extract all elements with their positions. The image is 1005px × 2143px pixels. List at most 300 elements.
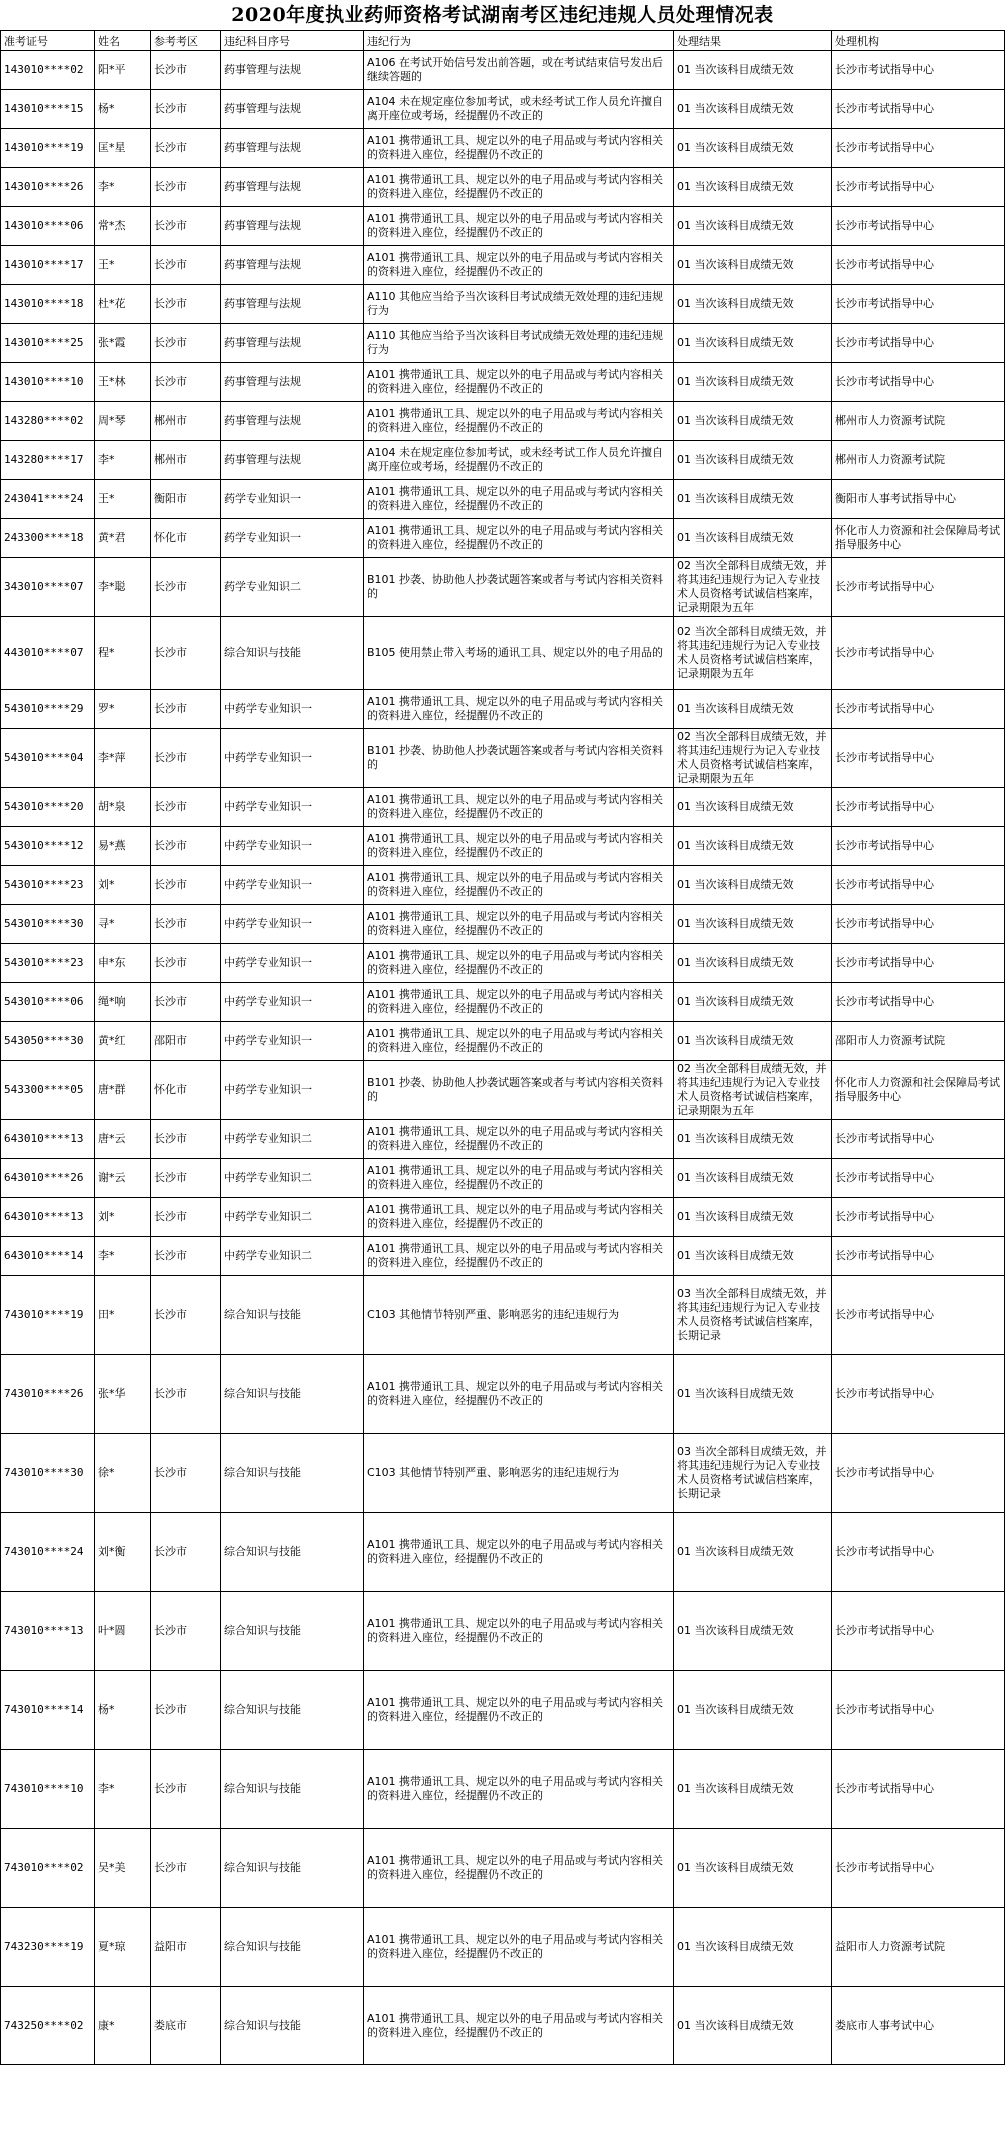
row-org: 长沙市考试指导中心 xyxy=(832,558,1005,617)
violations-table xyxy=(0,30,1005,2065)
row-org: 长沙市考试指导中心 xyxy=(832,1159,1005,1198)
row-violation: A110 其他应当给予当次该科目考试成绩无效处理的违纪违规行为 xyxy=(364,324,674,363)
row-id: 543010****29 xyxy=(1,690,95,729)
table-row xyxy=(1,983,1005,1022)
row-subject: 中药学专业知识一 xyxy=(221,1061,364,1120)
header-result: 处理结果 xyxy=(674,31,832,51)
row-subject: 中药学专业知识二 xyxy=(221,1237,364,1276)
row-area: 长沙市 xyxy=(151,1750,221,1829)
table-row xyxy=(1,441,1005,480)
row-violation: A104 未在规定座位参加考试，或未经考试工作人员允许擅自离开座位或考场，经提醒仍不改正的 xyxy=(364,90,674,129)
row-id: 743230****19 xyxy=(1,1908,95,1987)
row-area: 长沙市 xyxy=(151,246,221,285)
row-subject: 综合知识与技能 xyxy=(221,1592,364,1671)
row-id: 643010****13 xyxy=(1,1120,95,1159)
table-row xyxy=(1,363,1005,402)
row-org: 郴州市人力资源考试院 xyxy=(832,402,1005,441)
row-subject: 药事管理与法规 xyxy=(221,129,364,168)
row-violation: C103 其他情节特别严重、影响恶劣的违纪违规行为 xyxy=(364,1434,674,1513)
row-org: 郴州市人力资源考试院 xyxy=(832,441,1005,480)
row-org: 长沙市考试指导中心 xyxy=(832,1237,1005,1276)
row-subject: 药事管理与法规 xyxy=(221,324,364,363)
row-name: 李*萍 xyxy=(95,729,151,788)
row-name: 谢*云 xyxy=(95,1159,151,1198)
row-violation: A101 携带通讯工具、规定以外的电子用品或与考试内容相关的资料进入座位，经提醒仍不改正的 xyxy=(364,1022,674,1061)
row-result: 02 当次全部科目成绩无效，并将其违纪违规行为记入专业技术人员资格考试诚信档案库，记录期限为五年 xyxy=(674,558,832,617)
row-id: 543010****12 xyxy=(1,827,95,866)
table-row xyxy=(1,90,1005,129)
row-id: 643010****26 xyxy=(1,1159,95,1198)
row-result: 01 当次该科目成绩无效 xyxy=(674,1671,832,1750)
row-area: 怀化市 xyxy=(151,519,221,558)
row-org: 长沙市考试指导中心 xyxy=(832,1276,1005,1355)
row-id: 743010****14 xyxy=(1,1671,95,1750)
row-area: 衡阳市 xyxy=(151,480,221,519)
row-org: 长沙市考试指导中心 xyxy=(832,944,1005,983)
row-id: 543010****04 xyxy=(1,729,95,788)
row-subject: 综合知识与技能 xyxy=(221,617,364,690)
row-name: 申*东 xyxy=(95,944,151,983)
table-row xyxy=(1,905,1005,944)
row-violation: A101 携带通讯工具、规定以外的电子用品或与考试内容相关的资料进入座位，经提醒仍不改正的 xyxy=(364,690,674,729)
row-violation: A101 携带通讯工具、规定以外的电子用品或与考试内容相关的资料进入座位，经提醒仍不改正的 xyxy=(364,983,674,1022)
row-violation: A106 在考试开始信号发出前答题，或在考试结束信号发出后继续答题的 xyxy=(364,51,674,90)
row-name: 李* xyxy=(95,168,151,207)
row-result: 01 当次该科目成绩无效 xyxy=(674,827,832,866)
row-area: 长沙市 xyxy=(151,788,221,827)
row-name: 王* xyxy=(95,480,151,519)
row-area: 长沙市 xyxy=(151,1355,221,1434)
row-subject: 综合知识与技能 xyxy=(221,1671,364,1750)
row-subject: 中药学专业知识一 xyxy=(221,1022,364,1061)
row-area: 长沙市 xyxy=(151,944,221,983)
row-id: 143010****15 xyxy=(1,90,95,129)
row-violation: A101 携带通讯工具、规定以外的电子用品或与考试内容相关的资料进入座位，经提醒仍不改正的 xyxy=(364,246,674,285)
row-result: 01 当次该科目成绩无效 xyxy=(674,168,832,207)
row-result: 01 当次该科目成绩无效 xyxy=(674,1159,832,1198)
row-violation: A104 未在规定座位参加考试，或未经考试工作人员允许擅自离开座位或考场，经提醒仍不改正的 xyxy=(364,441,674,480)
row-name: 张*霞 xyxy=(95,324,151,363)
row-area: 郴州市 xyxy=(151,441,221,480)
row-result: 01 当次该科目成绩无效 xyxy=(674,788,832,827)
table-row xyxy=(1,1908,1005,1987)
row-area: 长沙市 xyxy=(151,324,221,363)
row-violation: B105 使用禁止带入考场的通讯工具、规定以外的电子用品的 xyxy=(364,617,674,690)
row-org: 长沙市考试指导中心 xyxy=(832,983,1005,1022)
row-area: 益阳市 xyxy=(151,1908,221,1987)
header-area: 参考考区 xyxy=(151,31,221,51)
row-id: 143010****18 xyxy=(1,285,95,324)
row-name: 杜*花 xyxy=(95,285,151,324)
row-result: 01 当次该科目成绩无效 xyxy=(674,1987,832,2065)
table-row xyxy=(1,1434,1005,1513)
table-row xyxy=(1,324,1005,363)
row-id: 143010****19 xyxy=(1,129,95,168)
row-violation: B101 抄袭、协助他人抄袭试题答案或者与考试内容相关资料的 xyxy=(364,1061,674,1120)
row-violation: A101 携带通讯工具、规定以外的电子用品或与考试内容相关的资料进入座位，经提醒仍不改正的 xyxy=(364,1237,674,1276)
row-org: 长沙市考试指导中心 xyxy=(832,729,1005,788)
table-row xyxy=(1,1159,1005,1198)
row-id: 543010****23 xyxy=(1,944,95,983)
row-name: 寻* xyxy=(95,905,151,944)
row-result: 01 当次该科目成绩无效 xyxy=(674,1592,832,1671)
row-result: 01 当次该科目成绩无效 xyxy=(674,324,832,363)
row-result: 01 当次该科目成绩无效 xyxy=(674,480,832,519)
row-result: 01 当次该科目成绩无效 xyxy=(674,1829,832,1908)
row-id: 143010****02 xyxy=(1,51,95,90)
row-result: 01 当次该科目成绩无效 xyxy=(674,1750,832,1829)
table-row xyxy=(1,1120,1005,1159)
row-name: 田* xyxy=(95,1276,151,1355)
row-org: 长沙市考试指导中心 xyxy=(832,1829,1005,1908)
header-subject: 违纪科目序号 xyxy=(221,31,364,51)
row-result: 01 当次该科目成绩无效 xyxy=(674,207,832,246)
row-id: 743010****24 xyxy=(1,1513,95,1592)
row-result: 01 当次该科目成绩无效 xyxy=(674,129,832,168)
table-row xyxy=(1,690,1005,729)
row-subject: 中药学专业知识一 xyxy=(221,866,364,905)
table-row xyxy=(1,1987,1005,2065)
table-row xyxy=(1,402,1005,441)
row-violation: A101 携带通讯工具、规定以外的电子用品或与考试内容相关的资料进入座位，经提醒仍不改正的 xyxy=(364,519,674,558)
row-result: 01 当次该科目成绩无效 xyxy=(674,402,832,441)
row-id: 143010****25 xyxy=(1,324,95,363)
row-org: 长沙市考试指导中心 xyxy=(832,905,1005,944)
row-id: 343010****07 xyxy=(1,558,95,617)
row-id: 543050****30 xyxy=(1,1022,95,1061)
row-org: 长沙市考试指导中心 xyxy=(832,90,1005,129)
row-area: 长沙市 xyxy=(151,363,221,402)
table-row xyxy=(1,246,1005,285)
row-name: 常*杰 xyxy=(95,207,151,246)
row-name: 匡*星 xyxy=(95,129,151,168)
row-id: 743250****02 xyxy=(1,1987,95,2065)
row-id: 743010****26 xyxy=(1,1355,95,1434)
row-violation: A101 携带通讯工具、规定以外的电子用品或与考试内容相关的资料进入座位，经提醒仍不改正的 xyxy=(364,480,674,519)
row-id: 743010****19 xyxy=(1,1276,95,1355)
row-subject: 中药学专业知识一 xyxy=(221,827,364,866)
row-subject: 中药学专业知识一 xyxy=(221,944,364,983)
row-area: 长沙市 xyxy=(151,1237,221,1276)
table-header xyxy=(1,31,1005,51)
table-row xyxy=(1,558,1005,617)
row-subject: 药事管理与法规 xyxy=(221,285,364,324)
table-row xyxy=(1,480,1005,519)
row-id: 143280****17 xyxy=(1,441,95,480)
row-id: 143010****10 xyxy=(1,363,95,402)
row-org: 长沙市考试指导中心 xyxy=(832,1750,1005,1829)
row-area: 长沙市 xyxy=(151,983,221,1022)
row-id: 243041****24 xyxy=(1,480,95,519)
row-name: 李* xyxy=(95,1750,151,1829)
row-name: 程* xyxy=(95,617,151,690)
row-name: 刘* xyxy=(95,1198,151,1237)
row-name: 杨* xyxy=(95,90,151,129)
row-name: 阳*平 xyxy=(95,51,151,90)
row-subject: 综合知识与技能 xyxy=(221,1434,364,1513)
row-area: 长沙市 xyxy=(151,1434,221,1513)
row-org: 长沙市考试指导中心 xyxy=(832,168,1005,207)
row-area: 郴州市 xyxy=(151,402,221,441)
row-name: 绳*响 xyxy=(95,983,151,1022)
header-name: 姓名 xyxy=(95,31,151,51)
row-org: 娄底市人事考试中心 xyxy=(832,1987,1005,2065)
row-subject: 中药学专业知识一 xyxy=(221,983,364,1022)
table-body xyxy=(1,51,1005,2065)
row-org: 长沙市考试指导中心 xyxy=(832,324,1005,363)
row-subject: 中药学专业知识二 xyxy=(221,1159,364,1198)
row-result: 01 当次该科目成绩无效 xyxy=(674,983,832,1022)
row-id: 143010****26 xyxy=(1,168,95,207)
row-subject: 药事管理与法规 xyxy=(221,207,364,246)
row-name: 康* xyxy=(95,1987,151,2065)
row-result: 01 当次该科目成绩无效 xyxy=(674,441,832,480)
row-area: 长沙市 xyxy=(151,1276,221,1355)
row-result: 02 当次全部科目成绩无效，并将其违纪违规行为记入专业技术人员资格考试诚信档案库，记录期限为五年 xyxy=(674,1061,832,1120)
row-id: 543010****20 xyxy=(1,788,95,827)
row-name: 易*燕 xyxy=(95,827,151,866)
row-org: 长沙市考试指导中心 xyxy=(832,617,1005,690)
row-name: 唐*云 xyxy=(95,1120,151,1159)
row-org: 长沙市考试指导中心 xyxy=(832,788,1005,827)
row-subject: 综合知识与技能 xyxy=(221,1513,364,1592)
row-violation: A101 携带通讯工具、规定以外的电子用品或与考试内容相关的资料进入座位，经提醒仍不改正的 xyxy=(364,1987,674,2065)
row-violation: A101 携带通讯工具、规定以外的电子用品或与考试内容相关的资料进入座位，经提醒仍不改正的 xyxy=(364,788,674,827)
table-row xyxy=(1,866,1005,905)
row-org: 长沙市考试指导中心 xyxy=(832,827,1005,866)
row-id: 543010****30 xyxy=(1,905,95,944)
row-violation: A101 携带通讯工具、规定以外的电子用品或与考试内容相关的资料进入座位，经提醒仍不改正的 xyxy=(364,1159,674,1198)
row-area: 长沙市 xyxy=(151,1829,221,1908)
row-violation: A110 其他应当给予当次该科目考试成绩无效处理的违纪违规行为 xyxy=(364,285,674,324)
row-org: 长沙市考试指导中心 xyxy=(832,690,1005,729)
row-area: 长沙市 xyxy=(151,1671,221,1750)
row-org: 长沙市考试指导中心 xyxy=(832,51,1005,90)
row-area: 长沙市 xyxy=(151,1513,221,1592)
row-result: 01 当次该科目成绩无效 xyxy=(674,1120,832,1159)
row-subject: 药事管理与法规 xyxy=(221,246,364,285)
row-name: 李*聪 xyxy=(95,558,151,617)
row-name: 唐*群 xyxy=(95,1061,151,1120)
table-row xyxy=(1,168,1005,207)
row-name: 吴*美 xyxy=(95,1829,151,1908)
row-area: 长沙市 xyxy=(151,866,221,905)
table-row xyxy=(1,1237,1005,1276)
row-violation: A101 携带通讯工具、规定以外的电子用品或与考试内容相关的资料进入座位，经提醒仍不改正的 xyxy=(364,1829,674,1908)
row-name: 刘*衡 xyxy=(95,1513,151,1592)
row-subject: 中药学专业知识一 xyxy=(221,905,364,944)
row-area: 长沙市 xyxy=(151,129,221,168)
row-org: 长沙市考试指导中心 xyxy=(832,246,1005,285)
table-row xyxy=(1,1513,1005,1592)
table-row xyxy=(1,788,1005,827)
row-name: 李* xyxy=(95,441,151,480)
row-area: 长沙市 xyxy=(151,90,221,129)
row-violation: A101 携带通讯工具、规定以外的电子用品或与考试内容相关的资料进入座位，经提醒仍不改正的 xyxy=(364,1355,674,1434)
row-result: 03 当次全部科目成绩无效，并将其违纪违规行为记入专业技术人员资格考试诚信档案库，长期记录 xyxy=(674,1434,832,1513)
row-subject: 综合知识与技能 xyxy=(221,1829,364,1908)
row-name: 王*林 xyxy=(95,363,151,402)
row-subject: 综合知识与技能 xyxy=(221,1987,364,2065)
row-area: 长沙市 xyxy=(151,1120,221,1159)
row-violation: A101 携带通讯工具、规定以外的电子用品或与考试内容相关的资料进入座位，经提醒仍不改正的 xyxy=(364,1908,674,1987)
row-org: 益阳市人力资源考试院 xyxy=(832,1908,1005,1987)
row-org: 长沙市考试指导中心 xyxy=(832,1198,1005,1237)
row-result: 01 当次该科目成绩无效 xyxy=(674,246,832,285)
row-name: 罗* xyxy=(95,690,151,729)
row-area: 长沙市 xyxy=(151,905,221,944)
table-row xyxy=(1,729,1005,788)
table-row xyxy=(1,1829,1005,1908)
row-id: 643010****13 xyxy=(1,1198,95,1237)
row-id: 743010****30 xyxy=(1,1434,95,1513)
table-row xyxy=(1,1022,1005,1061)
row-org: 长沙市考试指导中心 xyxy=(832,129,1005,168)
row-name: 张*华 xyxy=(95,1355,151,1434)
row-org: 怀化市人力资源和社会保障局考试指导服务中心 xyxy=(832,1061,1005,1120)
row-id: 143010****17 xyxy=(1,246,95,285)
row-violation: A101 携带通讯工具、规定以外的电子用品或与考试内容相关的资料进入座位，经提醒仍不改正的 xyxy=(364,1120,674,1159)
row-subject: 药事管理与法规 xyxy=(221,363,364,402)
row-org: 长沙市考试指导中心 xyxy=(832,285,1005,324)
row-subject: 药事管理与法规 xyxy=(221,402,364,441)
table-row xyxy=(1,1750,1005,1829)
row-result: 01 当次该科目成绩无效 xyxy=(674,1022,832,1061)
row-subject: 中药学专业知识二 xyxy=(221,1120,364,1159)
row-result: 01 当次该科目成绩无效 xyxy=(674,1908,832,1987)
row-subject: 药事管理与法规 xyxy=(221,168,364,207)
table-row xyxy=(1,51,1005,90)
header-violation: 违纪行为 xyxy=(364,31,674,51)
row-area: 长沙市 xyxy=(151,285,221,324)
table-row xyxy=(1,1198,1005,1237)
header-org: 处理机构 xyxy=(832,31,1005,51)
row-area: 邵阳市 xyxy=(151,1022,221,1061)
row-subject: 药学专业知识一 xyxy=(221,519,364,558)
row-subject: 药事管理与法规 xyxy=(221,441,364,480)
row-name: 李* xyxy=(95,1237,151,1276)
row-subject: 中药学专业知识二 xyxy=(221,1198,364,1237)
row-violation: A101 携带通讯工具、规定以外的电子用品或与考试内容相关的资料进入座位，经提醒仍不改正的 xyxy=(364,1592,674,1671)
row-result: 01 当次该科目成绩无效 xyxy=(674,1355,832,1434)
row-area: 长沙市 xyxy=(151,1198,221,1237)
row-subject: 中药学专业知识一 xyxy=(221,690,364,729)
row-org: 长沙市考试指导中心 xyxy=(832,207,1005,246)
row-violation: A101 携带通讯工具、规定以外的电子用品或与考试内容相关的资料进入座位，经提醒仍不改正的 xyxy=(364,1750,674,1829)
row-name: 徐* xyxy=(95,1434,151,1513)
row-result: 01 当次该科目成绩无效 xyxy=(674,1237,832,1276)
row-org: 长沙市考试指导中心 xyxy=(832,1592,1005,1671)
row-area: 长沙市 xyxy=(151,51,221,90)
row-violation: A101 携带通讯工具、规定以外的电子用品或与考试内容相关的资料进入座位，经提醒仍不改正的 xyxy=(364,168,674,207)
row-subject: 药学专业知识一 xyxy=(221,480,364,519)
row-area: 怀化市 xyxy=(151,1061,221,1120)
row-violation: A101 携带通讯工具、规定以外的电子用品或与考试内容相关的资料进入座位，经提醒仍不改正的 xyxy=(364,1198,674,1237)
row-org: 邵阳市人力资源考试院 xyxy=(832,1022,1005,1061)
table-row xyxy=(1,285,1005,324)
row-subject: 药事管理与法规 xyxy=(221,90,364,129)
row-org: 长沙市考试指导中心 xyxy=(832,866,1005,905)
row-violation: A101 携带通讯工具、规定以外的电子用品或与考试内容相关的资料进入座位，经提醒仍不改正的 xyxy=(364,1513,674,1592)
row-name: 周*琴 xyxy=(95,402,151,441)
row-result: 02 当次全部科目成绩无效，并将其违纪违规行为记入专业技术人员资格考试诚信档案库，记录期限为五年 xyxy=(674,729,832,788)
row-result: 01 当次该科目成绩无效 xyxy=(674,866,832,905)
table-row xyxy=(1,1671,1005,1750)
table-row xyxy=(1,944,1005,983)
row-result: 01 当次该科目成绩无效 xyxy=(674,1513,832,1592)
row-violation: A101 携带通讯工具、规定以外的电子用品或与考试内容相关的资料进入座位，经提醒仍不改正的 xyxy=(364,207,674,246)
row-result: 01 当次该科目成绩无效 xyxy=(674,285,832,324)
row-area: 长沙市 xyxy=(151,207,221,246)
row-area: 长沙市 xyxy=(151,1159,221,1198)
row-area: 娄底市 xyxy=(151,1987,221,2065)
row-area: 长沙市 xyxy=(151,617,221,690)
row-org: 长沙市考试指导中心 xyxy=(832,1120,1005,1159)
table-row xyxy=(1,129,1005,168)
table-row xyxy=(1,1592,1005,1671)
row-subject: 综合知识与技能 xyxy=(221,1750,364,1829)
row-result: 01 当次该科目成绩无效 xyxy=(674,519,832,558)
row-id: 543010****06 xyxy=(1,983,95,1022)
row-violation: A101 携带通讯工具、规定以外的电子用品或与考试内容相关的资料进入座位，经提醒仍不改正的 xyxy=(364,1671,674,1750)
table-row xyxy=(1,207,1005,246)
row-name: 胡*泉 xyxy=(95,788,151,827)
row-violation: A101 携带通讯工具、规定以外的电子用品或与考试内容相关的资料进入座位，经提醒仍不改正的 xyxy=(364,866,674,905)
row-violation: A101 携带通讯工具、规定以外的电子用品或与考试内容相关的资料进入座位，经提醒仍不改正的 xyxy=(364,944,674,983)
row-org: 长沙市考试指导中心 xyxy=(832,1671,1005,1750)
row-result: 01 当次该科目成绩无效 xyxy=(674,690,832,729)
row-id: 143010****06 xyxy=(1,207,95,246)
row-id: 643010****14 xyxy=(1,1237,95,1276)
row-id: 443010****07 xyxy=(1,617,95,690)
row-org: 长沙市考试指导中心 xyxy=(832,363,1005,402)
row-id: 543300****05 xyxy=(1,1061,95,1120)
row-subject: 药学专业知识二 xyxy=(221,558,364,617)
table-row xyxy=(1,1061,1005,1120)
table-row xyxy=(1,1355,1005,1434)
row-subject: 综合知识与技能 xyxy=(221,1276,364,1355)
row-org: 怀化市人力资源和社会保障局考试指导服务中心 xyxy=(832,519,1005,558)
row-result: 02 当次全部科目成绩无效，并将其违纪违规行为记入专业技术人员资格考试诚信档案库，记录期限为五年 xyxy=(674,617,832,690)
row-id: 143280****02 xyxy=(1,402,95,441)
row-result: 01 当次该科目成绩无效 xyxy=(674,1198,832,1237)
row-id: 243300****18 xyxy=(1,519,95,558)
header-id: 准考证号 xyxy=(1,31,95,51)
row-violation: A101 携带通讯工具、规定以外的电子用品或与考试内容相关的资料进入座位，经提醒仍不改正的 xyxy=(364,905,674,944)
table-title: 2020年度执业药师资格考试湖南考区违纪违规人员处理情况表 xyxy=(231,4,774,26)
table-row xyxy=(1,1276,1005,1355)
row-id: 543010****23 xyxy=(1,866,95,905)
row-id: 743010****10 xyxy=(1,1750,95,1829)
row-result: 03 当次全部科目成绩无效，并将其违纪违规行为记入专业技术人员资格考试诚信档案库，长期记录 xyxy=(674,1276,832,1355)
row-name: 黄*红 xyxy=(95,1022,151,1061)
row-result: 01 当次该科目成绩无效 xyxy=(674,944,832,983)
row-area: 长沙市 xyxy=(151,827,221,866)
row-area: 长沙市 xyxy=(151,168,221,207)
row-name: 叶*圆 xyxy=(95,1592,151,1671)
header-row xyxy=(1,31,1005,51)
row-subject: 综合知识与技能 xyxy=(221,1908,364,1987)
row-result: 01 当次该科目成绩无效 xyxy=(674,51,832,90)
row-area: 长沙市 xyxy=(151,690,221,729)
row-subject: 中药学专业知识一 xyxy=(221,729,364,788)
row-violation: A101 携带通讯工具、规定以外的电子用品或与考试内容相关的资料进入座位，经提醒仍不改正的 xyxy=(364,129,674,168)
row-violation: B101 抄袭、协助他人抄袭试题答案或者与考试内容相关资料的 xyxy=(364,729,674,788)
row-org: 衡阳市人事考试指导中心 xyxy=(832,480,1005,519)
row-name: 刘* xyxy=(95,866,151,905)
row-name: 王* xyxy=(95,246,151,285)
row-violation: A101 携带通讯工具、规定以外的电子用品或与考试内容相关的资料进入座位，经提醒仍不改正的 xyxy=(364,827,674,866)
